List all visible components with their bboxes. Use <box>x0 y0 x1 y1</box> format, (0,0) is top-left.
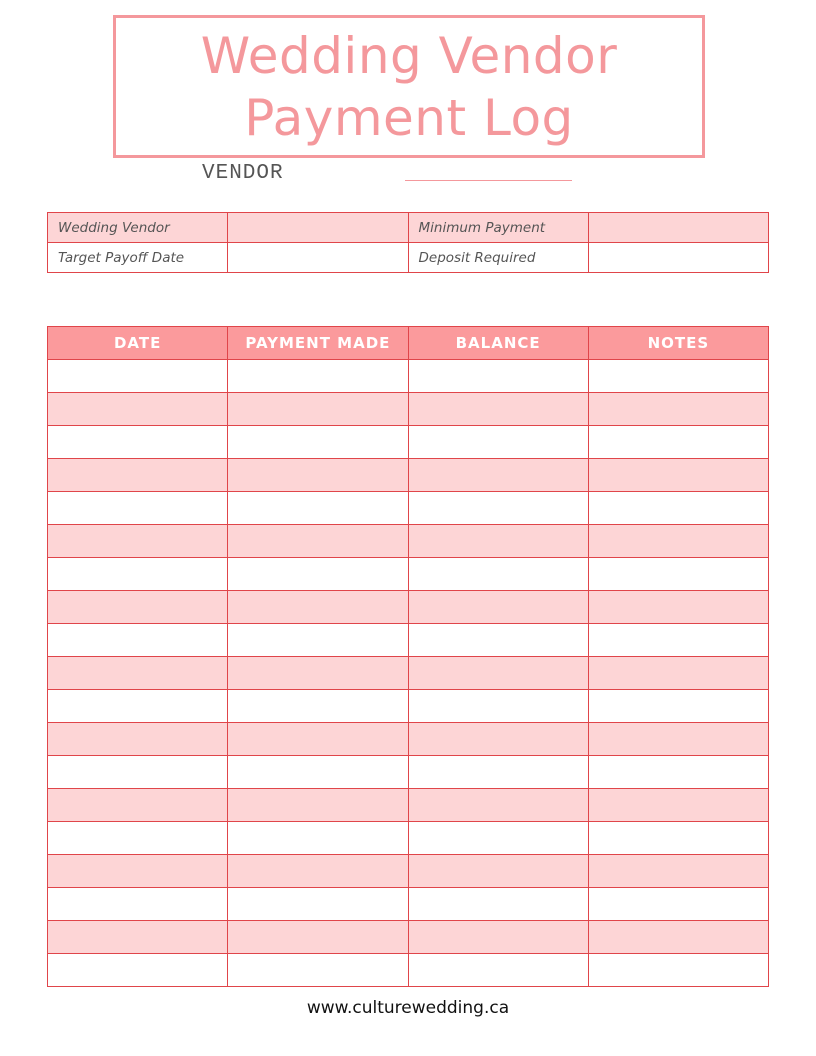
balance-header: BALANCE <box>408 327 588 360</box>
date-cell[interactable] <box>48 888 228 921</box>
notes-cell[interactable] <box>588 855 768 888</box>
target-payoff-date-field[interactable] <box>228 243 408 273</box>
balance-cell[interactable] <box>408 459 588 492</box>
notes-cell[interactable] <box>588 558 768 591</box>
date-cell[interactable] <box>48 591 228 624</box>
balance-cell[interactable] <box>408 756 588 789</box>
balance-cell[interactable] <box>408 591 588 624</box>
payment-made-cell[interactable] <box>228 756 408 789</box>
table-row <box>48 756 769 789</box>
table-row <box>48 921 769 954</box>
notes-cell[interactable] <box>588 459 768 492</box>
table-row <box>48 954 769 987</box>
notes-cell[interactable] <box>588 690 768 723</box>
deposit-required-field[interactable] <box>588 243 768 273</box>
date-cell[interactable] <box>48 657 228 690</box>
payment-made-cell[interactable] <box>228 690 408 723</box>
table-row <box>48 525 769 558</box>
title-line-1: Wedding Vendor <box>200 26 618 85</box>
minimum-payment-label: Minimum Payment <box>408 213 588 243</box>
payment-made-cell[interactable] <box>228 888 408 921</box>
table-row <box>48 459 769 492</box>
payment-made-cell[interactable] <box>228 558 408 591</box>
table-row <box>48 360 769 393</box>
table-row <box>48 558 769 591</box>
table-row <box>48 855 769 888</box>
notes-cell[interactable] <box>588 822 768 855</box>
minimum-payment-field[interactable] <box>588 213 768 243</box>
payment-made-cell[interactable] <box>228 591 408 624</box>
date-cell[interactable] <box>48 789 228 822</box>
table-row <box>48 888 769 921</box>
payment-made-cell[interactable] <box>228 822 408 855</box>
balance-cell[interactable] <box>408 888 588 921</box>
date-cell[interactable] <box>48 492 228 525</box>
payment-made-cell[interactable] <box>228 921 408 954</box>
payment-made-cell[interactable] <box>228 855 408 888</box>
notes-cell[interactable] <box>588 888 768 921</box>
target-payoff-date-label: Target Payoff Date <box>48 243 228 273</box>
balance-cell[interactable] <box>408 525 588 558</box>
vendor-name-line[interactable] <box>405 180 572 181</box>
notes-cell[interactable] <box>588 525 768 558</box>
notes-cell[interactable] <box>588 921 768 954</box>
date-cell[interactable] <box>48 426 228 459</box>
table-row <box>48 822 769 855</box>
date-cell[interactable] <box>48 855 228 888</box>
date-cell[interactable] <box>48 393 228 426</box>
date-cell[interactable] <box>48 525 228 558</box>
balance-cell[interactable] <box>408 855 588 888</box>
payment-made-cell[interactable] <box>228 360 408 393</box>
table-row <box>48 393 769 426</box>
balance-cell[interactable] <box>408 624 588 657</box>
payment-made-cell[interactable] <box>228 723 408 756</box>
balance-cell[interactable] <box>408 723 588 756</box>
date-cell[interactable] <box>48 921 228 954</box>
notes-cell[interactable] <box>588 492 768 525</box>
balance-cell[interactable] <box>408 657 588 690</box>
date-cell[interactable] <box>48 690 228 723</box>
date-header: DATE <box>48 327 228 360</box>
notes-cell[interactable] <box>588 426 768 459</box>
info-row <box>48 243 769 273</box>
date-cell[interactable] <box>48 360 228 393</box>
vendor-info-table <box>47 212 769 273</box>
deposit-required-label: Deposit Required <box>408 243 588 273</box>
date-cell[interactable] <box>48 954 228 987</box>
notes-header: NOTES <box>588 327 768 360</box>
notes-cell[interactable] <box>588 723 768 756</box>
table-row <box>48 624 769 657</box>
wedding-vendor-field[interactable] <box>228 213 408 243</box>
table-row <box>48 492 769 525</box>
date-cell[interactable] <box>48 756 228 789</box>
payment-made-cell[interactable] <box>228 525 408 558</box>
title-line-2: Payment Log <box>244 88 574 147</box>
payment-made-cell[interactable] <box>228 624 408 657</box>
notes-cell[interactable] <box>588 789 768 822</box>
payment-made-cell[interactable] <box>228 789 408 822</box>
table-row <box>48 690 769 723</box>
header-row <box>48 327 769 360</box>
notes-cell[interactable] <box>588 657 768 690</box>
notes-cell[interactable] <box>588 624 768 657</box>
notes-cell[interactable] <box>588 756 768 789</box>
notes-cell[interactable] <box>588 393 768 426</box>
balance-cell[interactable] <box>408 690 588 723</box>
payment-made-header: PAYMENT MADE <box>228 327 408 360</box>
balance-cell[interactable] <box>408 492 588 525</box>
payment-made-cell[interactable] <box>228 393 408 426</box>
title-box <box>113 15 705 158</box>
payment-made-cell[interactable] <box>228 492 408 525</box>
balance-cell[interactable] <box>408 558 588 591</box>
balance-cell[interactable] <box>408 822 588 855</box>
notes-cell[interactable] <box>588 954 768 987</box>
balance-cell[interactable] <box>408 393 588 426</box>
date-cell[interactable] <box>48 558 228 591</box>
payment-made-cell[interactable] <box>228 426 408 459</box>
balance-cell[interactable] <box>408 921 588 954</box>
date-cell[interactable] <box>48 723 228 756</box>
table-row <box>48 657 769 690</box>
table-row <box>48 426 769 459</box>
wedding-vendor-label: Wedding Vendor <box>48 213 228 243</box>
table-row <box>48 789 769 822</box>
footer-url: www.culturewedding.ca <box>306 998 510 1018</box>
payment-made-cell[interactable] <box>228 657 408 690</box>
payment-made-cell[interactable] <box>228 954 408 987</box>
date-cell[interactable] <box>48 624 228 657</box>
table-row <box>48 723 769 756</box>
date-cell[interactable] <box>48 459 228 492</box>
info-row <box>48 213 769 243</box>
balance-cell[interactable] <box>408 789 588 822</box>
payment-made-cell[interactable] <box>228 459 408 492</box>
balance-cell[interactable] <box>408 360 588 393</box>
balance-cell[interactable] <box>408 954 588 987</box>
date-cell[interactable] <box>48 822 228 855</box>
table-row <box>48 591 769 624</box>
payment-log-table <box>47 326 769 987</box>
vendor-label: VENDOR <box>202 162 284 185</box>
notes-cell[interactable] <box>588 360 768 393</box>
balance-cell[interactable] <box>408 426 588 459</box>
notes-cell[interactable] <box>588 591 768 624</box>
